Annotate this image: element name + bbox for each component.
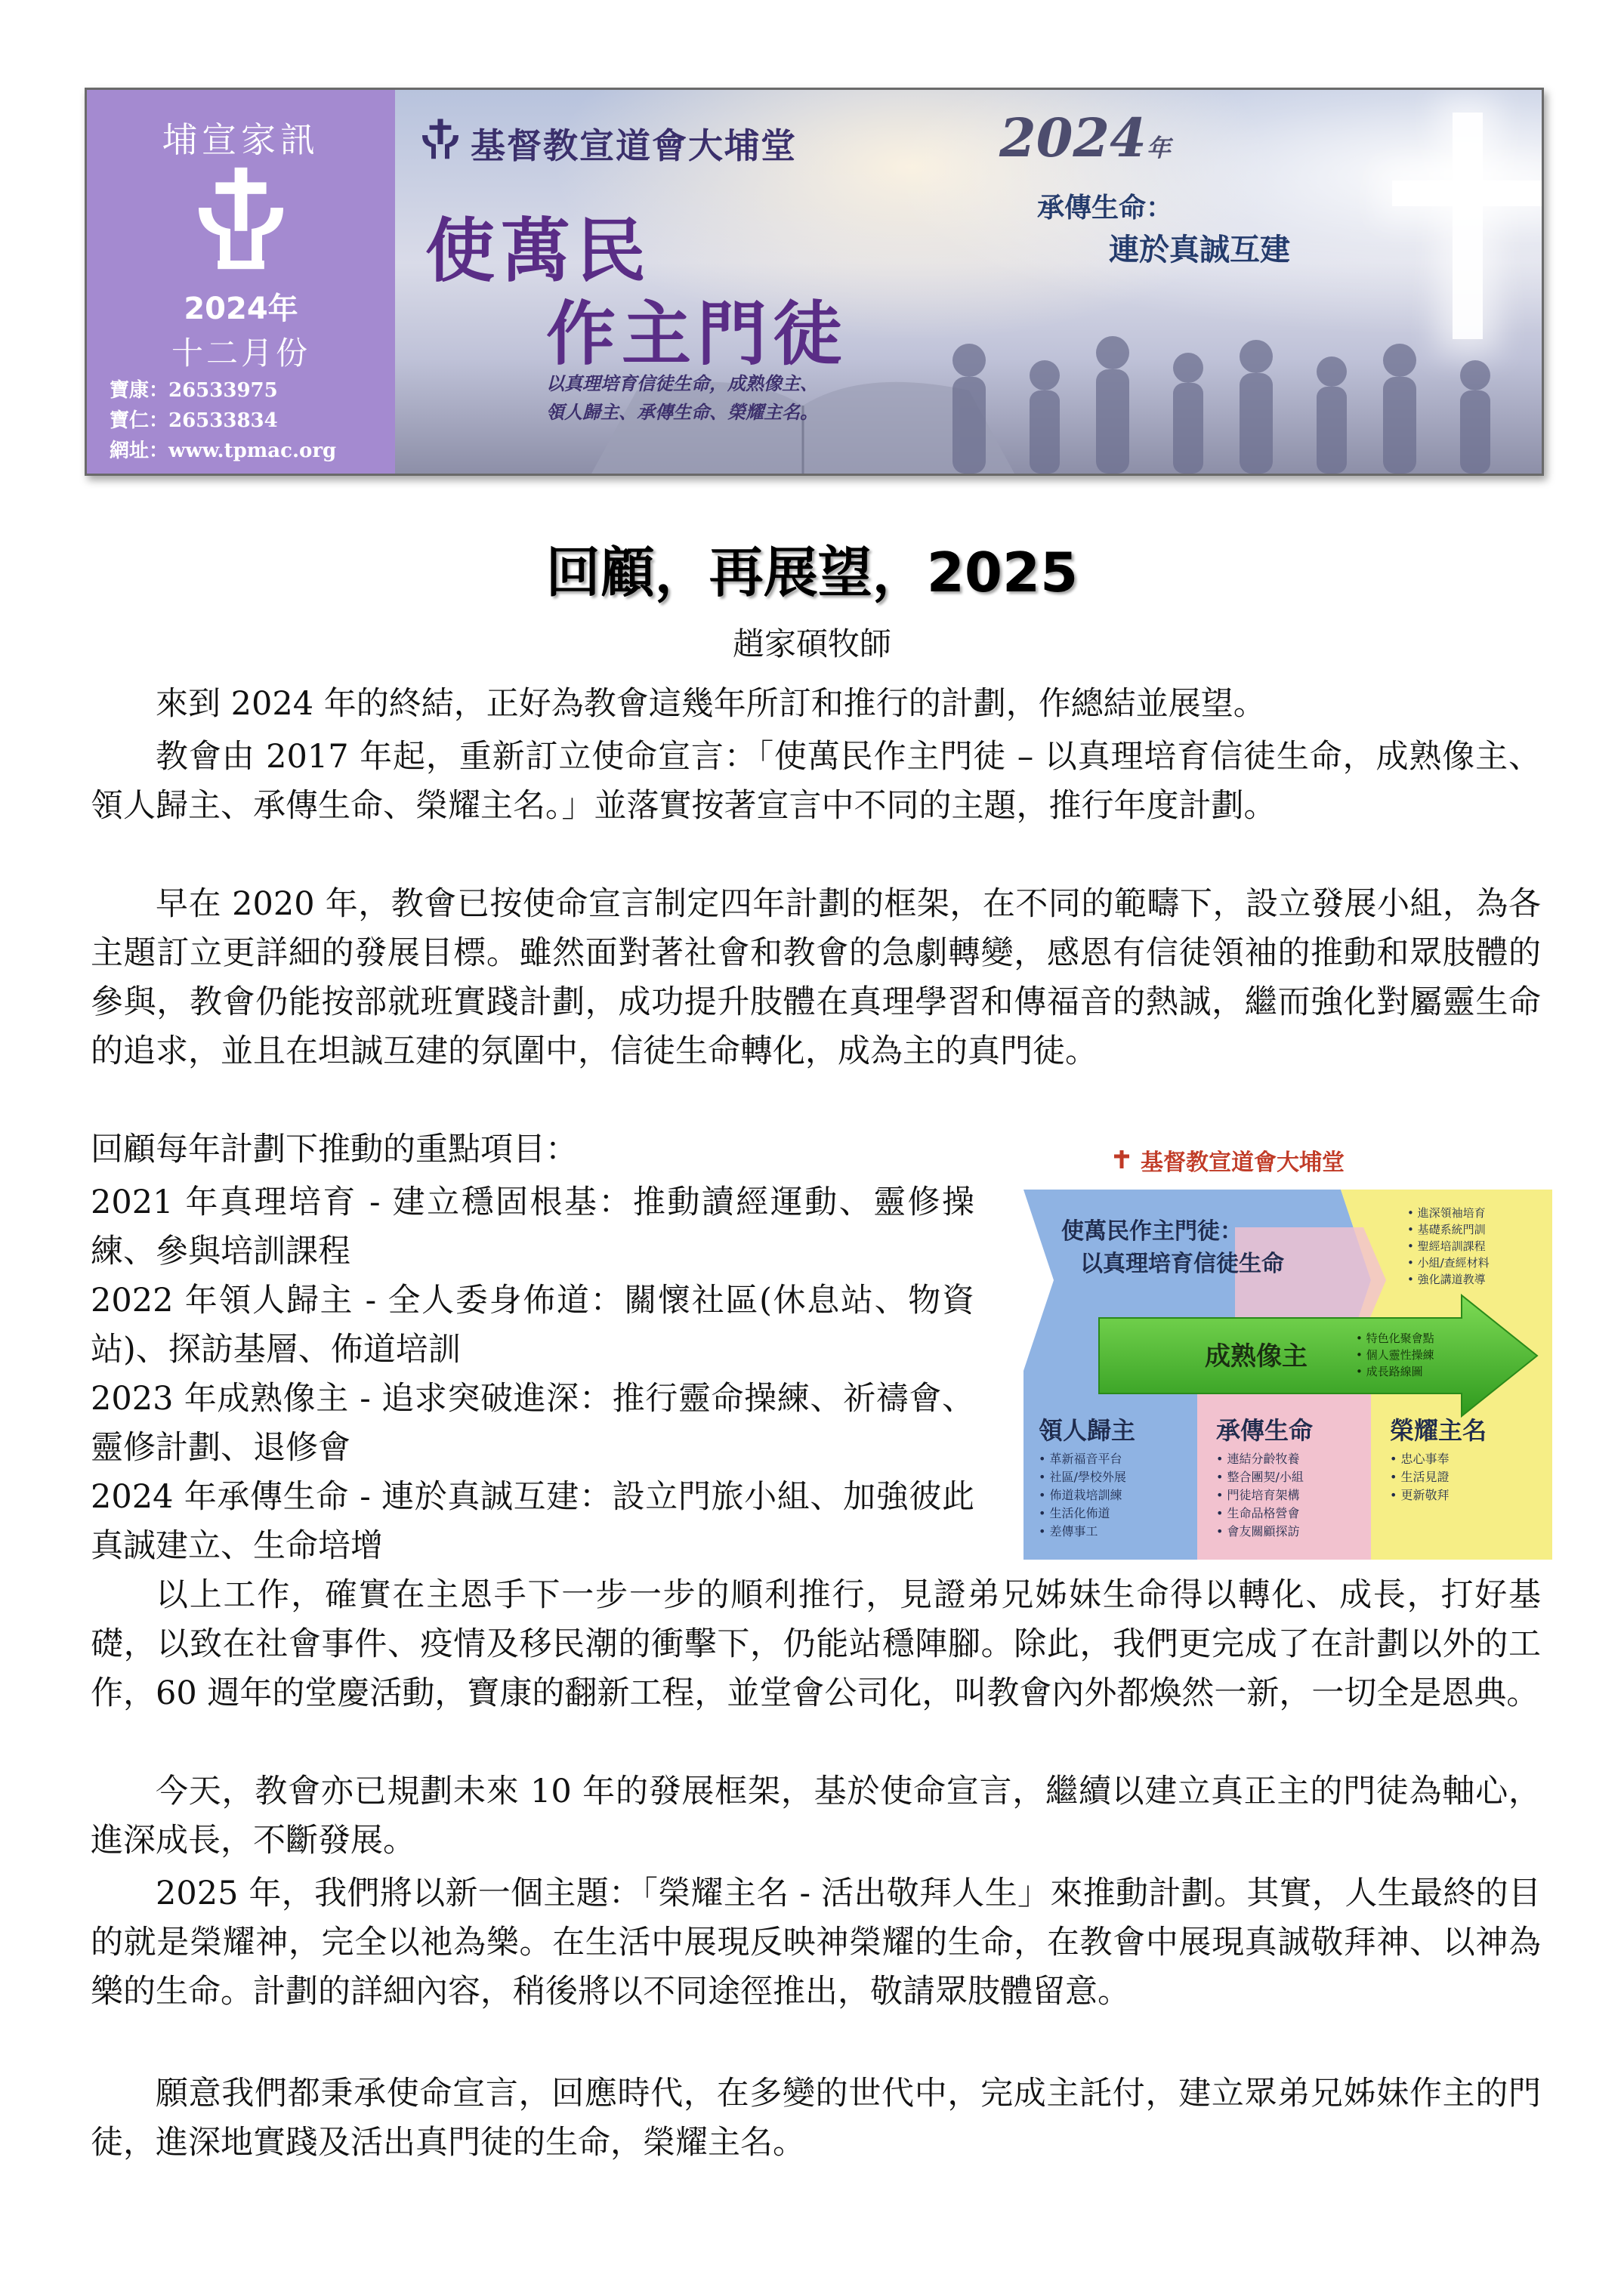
- contact-list: [110, 375, 336, 466]
- arrow-bullet: • 特色化聚會點: [1356, 1332, 1434, 1345]
- article-author: 趙家碩牧師: [732, 625, 891, 662]
- slogan-line-2: 作主門徒: [546, 293, 849, 375]
- column-1-bullet: • 差傳事工: [1039, 1524, 1098, 1538]
- banner-artwork: [395, 90, 1542, 474]
- column-2-bullets: [1216, 1452, 1304, 1538]
- column-1-bullet: • 生活化佈道: [1039, 1506, 1110, 1520]
- column-3-bullet: • 生活見證: [1390, 1470, 1450, 1484]
- contact-phone-2: 寶仁：26533834: [110, 409, 278, 432]
- newsletter-year: 2024年: [184, 292, 298, 326]
- review-item-2024: 2024 年承傳生命 - 連於真誠互建：設立門旅小組、加強彼此真誠建立、生命培增: [91, 1478, 974, 1565]
- diagram-main-line-1: 使萬民作主門徒：: [1061, 1218, 1243, 1245]
- theme-line-1: 承傳生命：: [1037, 192, 1174, 224]
- column-2-bullet: • 生命品格營會: [1216, 1506, 1300, 1520]
- column-2-bullet: • 門徒培育架構: [1216, 1488, 1300, 1502]
- column-1-bullet: • 革新福音平台: [1039, 1452, 1122, 1466]
- contact-website: 網址：www.tpmac.org: [110, 440, 337, 462]
- church-logo-icon: [188, 165, 294, 271]
- column-1-bullet: • 佈道栽培訓練: [1039, 1488, 1122, 1502]
- paragraph-1: 來到 2024 年的終結，正好為教會這幾年所訂和推行的計劃，作總結並展望。: [156, 685, 1266, 723]
- top-bullet: • 強化講道教導: [1407, 1273, 1486, 1286]
- top-bullet: • 基礎系統門訓: [1407, 1223, 1486, 1236]
- contact-phone-1: 寶康：26533975: [110, 379, 278, 402]
- mission-statement: [546, 369, 818, 427]
- newsletter-title: 埔宣家訊: [162, 119, 320, 160]
- top-bullets: [1407, 1206, 1490, 1286]
- top-bullet: • 小組/查經材料: [1407, 1256, 1490, 1270]
- mission-line-2: 領人歸主、承傳生命、榮耀主名。: [546, 401, 818, 423]
- year-tag: [999, 106, 1171, 169]
- arrow-bullet: • 個人靈性操練: [1356, 1348, 1434, 1362]
- glowing-cross-bar: [1392, 181, 1543, 206]
- paragraph-5: 今天，教會亦已規劃未來 10 年的發展框架，基於使命宣言，繼續以建立真正主的門徒為軸心，進深成長，不斷發展。: [91, 1773, 1541, 1859]
- paragraph-7: 願意我們都秉承使命宣言，回應時代，在多變的世代中，完成主託付，建立眾弟兄姊妹作主的門徒，進深地實踐及活出真門徒的生命，榮耀主名。: [91, 2075, 1541, 2162]
- paragraph-2: 教會由 2017 年起，重新訂立使命宣言：「使萬民作主門徒 – 以真理培育信徒生命，成熟像主、領人歸主、承傳生命、榮耀主名。」並落實按著宣言中不同的主題，推行年度計劃。: [91, 738, 1541, 825]
- slogan-line-1: 使萬民: [425, 210, 653, 292]
- church-emblem-icon: [418, 117, 463, 162]
- mission-line-1: 以真理培育信徒生命，成熟像主、: [546, 372, 818, 394]
- article-title: 回顧，再展望，2025: [545, 541, 1079, 604]
- review-item-2023: 2023 年成熟像主 - 追求突破進深：推行靈命操練、祈禱會、靈修計劃、退修會: [91, 1380, 974, 1467]
- crowd-silhouette-icon: [924, 323, 1543, 474]
- top-bullet: • 聖經培訓課程: [1407, 1239, 1486, 1253]
- theme-line-2: 連於真誠互建: [1109, 232, 1290, 267]
- review-intro: 回顧每年計劃下推動的重點項目：: [91, 1131, 578, 1168]
- year-suffix: 年: [1146, 134, 1171, 162]
- arrow-bullets: [1356, 1332, 1434, 1378]
- top-bullet: • 進深領袖培育: [1407, 1206, 1486, 1220]
- diagram-header: [1114, 1150, 1345, 1176]
- column-2-bullet: • 連結分齡牧養: [1216, 1452, 1300, 1466]
- column-3-title: 榮耀主名: [1390, 1416, 1487, 1445]
- diagram-main-line-2: 以真理培育信徒生命: [1080, 1251, 1284, 1277]
- year-number: 2024: [999, 106, 1147, 169]
- column-1-bullet: • 社區/學校外展: [1039, 1470, 1126, 1484]
- column-2-bullet: • 會友關顧探訪: [1216, 1524, 1300, 1538]
- church-name: 基督教宣道會大埔堂: [471, 125, 797, 166]
- column-1-title: 領人歸主: [1039, 1416, 1136, 1445]
- paragraph-3: 早在 2020 年，教會已按使命宣言制定四年計劃的框架，在不同的範疇下，設立發展小組，為各主題訂立更詳細的發展目標。雖然面對著社會和教會的急劇轉變，感恩有信徒領袖的推動和眾肢體的參與，教會仍能按部就班實踐計劃，成功提升肢體在真理學習和傳福音的熱誠，繼而強化對屬靈生命的追求，並且在坦誠互建的氛圍中，信徒生命轉化，成為主的真門徒。: [91, 885, 1541, 1070]
- glowing-cross-icon: [1453, 113, 1483, 339]
- newsletter-banner: [85, 88, 1544, 476]
- column-3-bullet: • 更新敬拜: [1390, 1488, 1450, 1502]
- paragraph-4: 以上工作，確實在主恩手下一步一步的順利推行，見證弟兄姊妹生命得以轉化、成長，打好基礎，以致在社會事件、疫情及移民潮的衝擊下，仍能站穩陣腳。除此，我們更完成了在計劃以外的工作，60 週年的堂慶活動，寶康的翻新工程，並堂會公司化，叫教會內外都煥然一新，一切全是恩典。: [91, 1576, 1541, 1712]
- arrow-label: 成熟像主: [1205, 1341, 1308, 1372]
- column-2-title: 承傳生命: [1216, 1416, 1314, 1445]
- review-item-2021: 2021 年真理培育 - 建立穩固根基：推動讀經運動、靈修操練、參與培訓課程: [91, 1184, 974, 1270]
- column-2-bullet: • 整合團契/小組: [1216, 1470, 1304, 1484]
- diagram-header-text: 基督教宣道會大埔堂: [1141, 1150, 1345, 1176]
- mission-diagram: [1008, 1137, 1567, 1567]
- column-3-bullets: [1390, 1452, 1450, 1502]
- paragraph-6: 2025 年，我們將以新一個主題：「榮耀主名 - 活出敬拜人生」來推動計劃。其實，人生最終的目的就是榮耀神，完全以祂為樂。在生活中展現反映神榮耀的生命，在教會中展現真誠敬拜神、以神為樂的生命。計劃的詳細內容，稍後將以不同途徑推出，敬請眾肢體留意。: [91, 1875, 1541, 2011]
- review-item-2022: 2022 年領人歸主 - 全人委身佈道：關懷社區(休息站、物資站)、探訪基層、佈道培訓: [91, 1282, 974, 1369]
- column-3-bullet: • 忠心事奉: [1390, 1452, 1450, 1466]
- diagram-emblem-icon: [1114, 1150, 1129, 1168]
- newsletter-month: 十二月份: [171, 335, 310, 372]
- banner-side-panel: [87, 90, 395, 474]
- arrow-bullet: • 成長路線圖: [1356, 1365, 1423, 1378]
